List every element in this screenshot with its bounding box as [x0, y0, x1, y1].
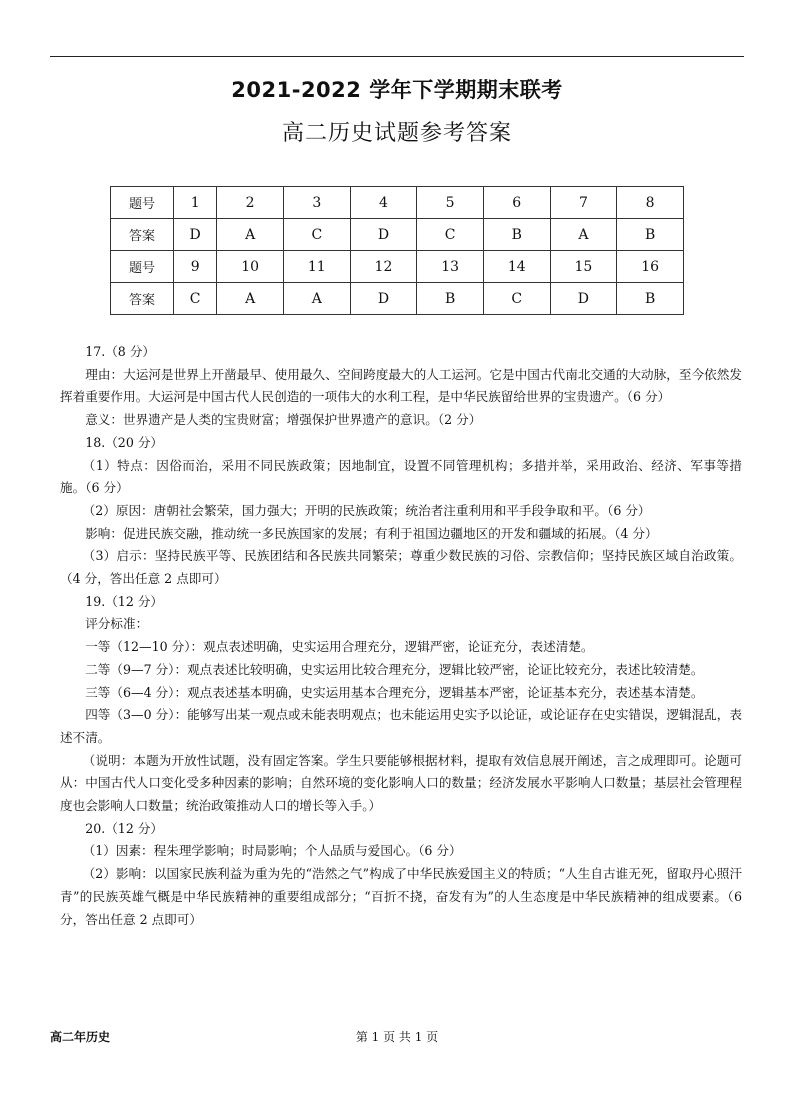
- table-cell: 1: [174, 187, 217, 219]
- q20-part1: （1）因素：程朱理学影响；时局影响；个人品质与爱国心。（6 分）: [82, 843, 462, 859]
- q17-heading: 17.（8 分）: [85, 344, 156, 359]
- q19-heading: 19.（12 分）: [85, 593, 164, 609]
- table-cell: B: [483, 219, 550, 251]
- top-rule: [50, 56, 744, 57]
- table-cell: C: [483, 283, 550, 315]
- table-cell: B: [617, 283, 684, 315]
- table-cell: D: [550, 283, 617, 315]
- table-cell: 3: [283, 187, 350, 219]
- q18-part1: （1）特点：因俗而治，采用不同民族政策；因地制宜，设置不同管理机构；多措并举，采用政治、经济、军事等措施。（6 分）: [60, 457, 742, 496]
- answer-table: [110, 186, 684, 315]
- q18-part3: （3）启示：坚持民族平等、民族团结和各民族共同繁荣；尊重少数民族的习俗、宗教信仰；坚持民族区域自治政策。（4 分，答出任意 2 点即可）: [60, 548, 742, 587]
- q20-part2: （2）影响：以国家民族利益为重为先的“浩然之气”构成了中华民族爱国主义的特质；“人生自古谁无死，留取丹心照汗青”的民族英雄气概是中华民族精神的重要组成部分；“百折不挠，奋发有为”的人生态度是中华民族精神的组成要素。（6 分，答出任意 2 点即可）: [60, 866, 742, 927]
- q18-part2: （2）原因：唐朝社会繁荣，国力强大；开明的民族政策；统治者注重利用和平手段争取和平。（6 分）: [82, 502, 651, 518]
- table-cell: 2: [217, 187, 284, 219]
- q17-reason: 理由：大运河是世界上开凿最早、使用最久、空间跨度最大的人工运河。它是中国古代南北交通的大动脉，至今依然发挥着重要作用。大运河是中国古代人民创造的一项伟大的水利工程，是中华民族留给世界的宝贵遗产。（6 分）: [60, 366, 742, 405]
- row-label: 答案: [111, 219, 174, 251]
- table-cell: D: [350, 219, 417, 251]
- table-cell: 7: [550, 187, 617, 219]
- table-cell: C: [283, 219, 350, 251]
- row-label: 题号: [111, 251, 174, 283]
- row-label: 题号: [111, 187, 174, 219]
- q20-heading: 20.（12 分）: [85, 820, 164, 836]
- table-cell: 14: [483, 251, 550, 283]
- table-cell: B: [417, 283, 484, 315]
- table-cell: A: [283, 283, 350, 315]
- q19-level2: 二等（9—7 分）：观点表述比较明确，史实运用比较合理充分，逻辑比较严密，论证比较充分，表述比较清楚。: [85, 661, 704, 677]
- table-cell: D: [174, 219, 217, 251]
- table-row: [111, 283, 684, 315]
- table-cell: 9: [174, 251, 217, 283]
- table-cell: 15: [550, 251, 617, 283]
- table-cell: 13: [417, 251, 484, 283]
- table-cell: D: [350, 283, 417, 315]
- page-number: 第 1 页 共 1 页: [355, 1030, 439, 1044]
- exam-subtitle: 高二历史试题参考答案: [281, 121, 512, 146]
- q19-level3: 三等（6—4 分）：观点表述基本明确，史实运用基本合理充分，逻辑基本严密，论证基本充分，表述基本清楚。: [85, 684, 704, 700]
- table-cell: C: [417, 219, 484, 251]
- row-label: 答案: [111, 283, 174, 315]
- q19-note: （说明：本题为开放性试题，没有固定答案。学生只要能够根据材料，提取有效信息展开阐述，言之成理即可。论题可从：中国古代人口变化受多种因素的影响；自然环境的变化影响人口的数量；经济发展水平影响人口数量；基层社会管理程度也会影响人口数量；统治政策推动人口的增长等入手。）: [60, 752, 742, 814]
- table-cell: 4: [350, 187, 417, 219]
- q18-part2-impact: 影响：促进民族交融，推动统一多民族国家的发展；有利于祖国边疆地区的开发和疆域的拓展。（4 分）: [85, 525, 658, 541]
- table-cell: A: [550, 219, 617, 251]
- table-cell: 8: [617, 187, 684, 219]
- table-cell: 11: [283, 251, 350, 283]
- table-cell: A: [217, 283, 284, 315]
- table-cell: C: [174, 283, 217, 315]
- table-cell: 5: [417, 187, 484, 219]
- q18-heading: 18.（20 分）: [85, 434, 164, 450]
- q17-meaning: 意义：世界遗产是人类的宝贵财富；增强保护世界遗产的意识。（2 分）: [85, 412, 482, 428]
- table-cell: 10: [217, 251, 284, 283]
- q19-criteria: 评分标准：: [85, 616, 149, 632]
- table-row: [111, 251, 684, 283]
- answer-body: [60, 341, 742, 931]
- footer-subject: 高二年历史: [50, 1030, 111, 1044]
- table-cell: B: [617, 219, 684, 251]
- table-cell: 16: [617, 251, 684, 283]
- table-cell: A: [217, 219, 284, 251]
- q19-level1: 一等（12—10 分）：观点表述明确，史实运用合理充分，逻辑严密，论证充分，表述清楚。: [85, 639, 594, 655]
- table-row: [111, 219, 684, 251]
- exam-title: 2021-2022 学年下学期期末联考: [231, 78, 563, 102]
- table-row: [111, 187, 684, 219]
- q19-level4: 四等（3—0 分）：能够写出某一观点或未能表明观点；也未能运用史实予以论证，或论证存在史实错误，逻辑混乱，表述不清。: [60, 707, 742, 745]
- table-cell: 6: [483, 187, 550, 219]
- table-cell: 12: [350, 251, 417, 283]
